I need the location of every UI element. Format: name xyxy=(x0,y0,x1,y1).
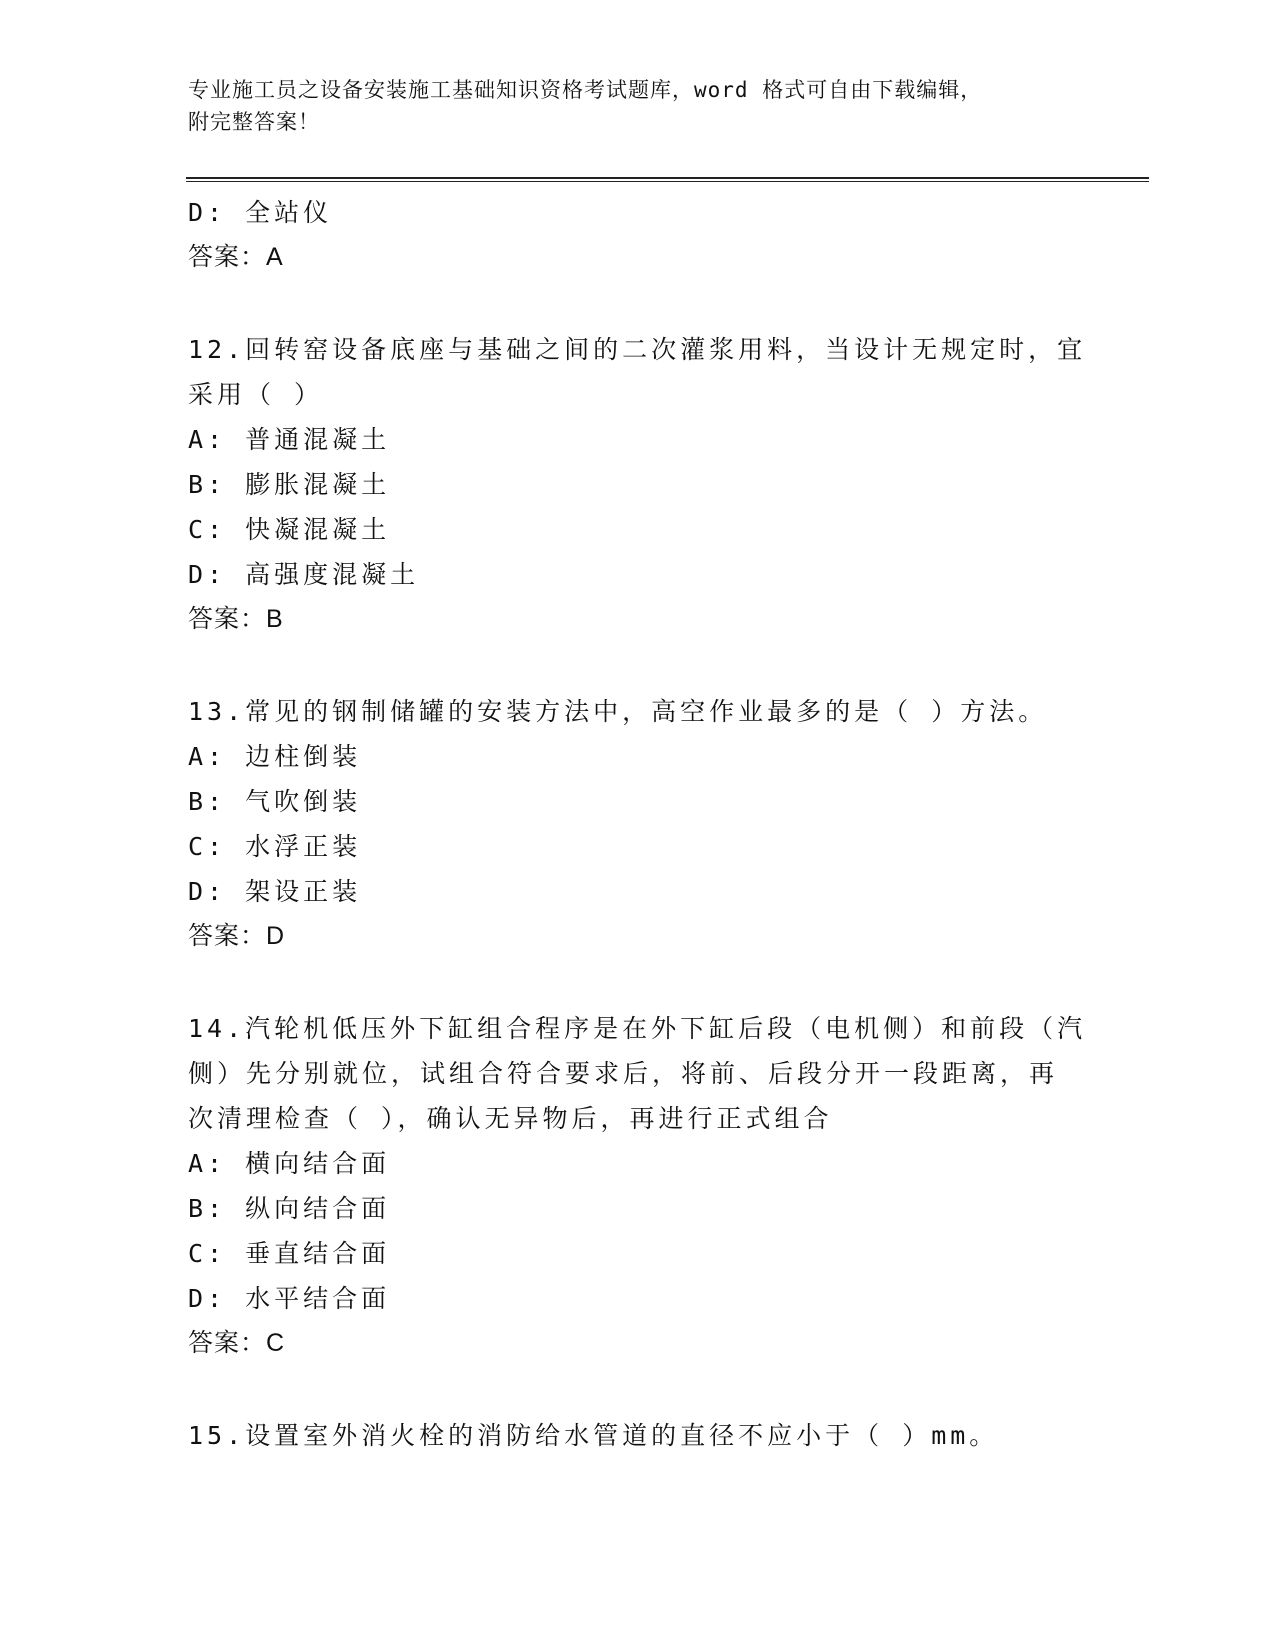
question-13 xyxy=(188,689,1088,959)
question-stem-line: 采用（ ） xyxy=(188,380,324,409)
option-c: C: 快凝混凝土 xyxy=(188,515,391,544)
option-a: A: 横向结合面 xyxy=(188,1149,391,1178)
question-stem-line: 12.回转窑设备底座与基础之间的二次灌浆用料，当设计无规定时，宜 xyxy=(188,335,1087,364)
answer-line: 答案：B xyxy=(188,605,284,633)
option-b: B: 气吹倒装 xyxy=(188,787,362,816)
spacer xyxy=(188,1366,1088,1413)
answer-line: 答案：D xyxy=(188,922,286,950)
question-stem-line: 侧）先分别就位，试组合符合要求后，将前、后段分开一段距离，再 xyxy=(188,1059,1059,1088)
option-d: D: 水平结合面 xyxy=(188,1284,391,1313)
option-d: D: 架设正装 xyxy=(188,877,362,906)
question-stem-line: 13.常见的钢制储罐的安装方法中，高空作业最多的是（ ）方法。 xyxy=(188,697,1048,726)
header-line-1: 专业施工员之设备安装施工基础知识资格考试题库，word 格式可自由下载编辑， xyxy=(188,78,983,102)
header-line-2: 附完整答案！ xyxy=(188,110,320,134)
question-12 xyxy=(188,327,1088,642)
header-divider-thick xyxy=(186,177,1149,179)
spacer xyxy=(188,280,1088,327)
option-b: B: 纵向结合面 xyxy=(188,1194,391,1223)
option-c: C: 水浮正装 xyxy=(188,832,362,861)
option-c: C: 垂直结合面 xyxy=(188,1239,391,1268)
document-header xyxy=(188,74,1088,138)
spacer xyxy=(188,959,1088,1006)
question-stem-line: 15.设置室外消火栓的消防给水管道的直径不应小于（ ）mm。 xyxy=(188,1421,999,1450)
prev-question-tail xyxy=(188,190,1088,280)
answer-line: 答案：C xyxy=(188,1329,286,1357)
option-d: D: 高强度混凝土 xyxy=(188,560,420,589)
option-a: A: 边柱倒装 xyxy=(188,742,362,771)
question-stem-line: 次清理检查（ ），确认无异物后，再进行正式组合 xyxy=(188,1104,833,1133)
option-d: D: 全站仪 xyxy=(188,198,333,227)
answer-line: 答案：A xyxy=(188,243,284,271)
option-b: B: 膨胀混凝土 xyxy=(188,470,391,499)
question-14 xyxy=(188,1006,1088,1366)
spacer xyxy=(188,642,1088,689)
question-content xyxy=(188,190,1088,1458)
question-15 xyxy=(188,1413,1088,1458)
question-stem-line: 14.汽轮机低压外下缸组合程序是在外下缸后段（电机侧）和前段（汽 xyxy=(188,1014,1087,1043)
header-divider-thin xyxy=(186,181,1149,182)
option-a: A: 普通混凝土 xyxy=(188,425,391,454)
